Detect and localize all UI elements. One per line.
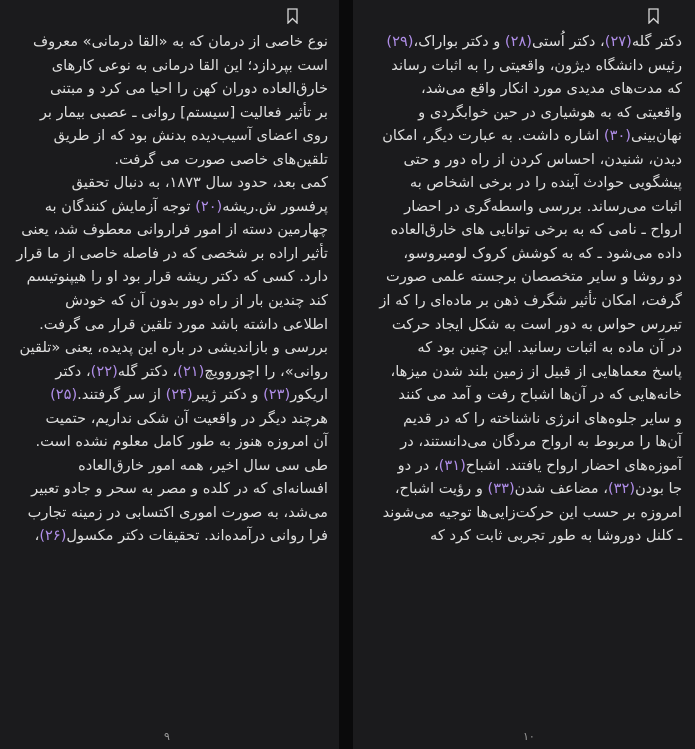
text-line xyxy=(358,501,682,525)
text-segment: دیدن، شنیدن، احساس کردن از راه دور و حتی xyxy=(403,150,682,168)
text-segment: اطلاعی داشته باشد مورد تلقین قرار می گرفت. xyxy=(39,315,328,333)
text-line xyxy=(12,265,328,289)
text-line xyxy=(12,54,328,78)
text-segment: در آن ماده به اثبات رسانید. این چنین بود که xyxy=(417,339,682,357)
text-segment: می‌شد، به صورت اموری اکتسابی در زمینه تجارب xyxy=(27,503,328,521)
text-line xyxy=(12,30,328,54)
text-line xyxy=(12,501,328,525)
footnote-reference-link[interactable]: (۳۲) xyxy=(607,480,636,498)
text-segment: خانه‌هایی که در آن‌ها اشباح رفت و آمد می کنند xyxy=(398,386,682,404)
text-line xyxy=(358,101,682,125)
footnote-reference-link[interactable]: (۲۵) xyxy=(50,386,78,404)
text-line xyxy=(12,524,328,548)
footnote-reference-link[interactable]: (۲۳) xyxy=(263,386,291,404)
text-segment: اشاره داشت. به عبارت دیگر، امکان xyxy=(382,127,604,145)
right-page-text xyxy=(358,30,682,548)
text-line xyxy=(358,336,682,360)
text-segment: تیررس حواس به دور است به شکل ایجاد حرکت xyxy=(391,315,682,333)
text-line xyxy=(358,265,682,289)
footnote-reference-link[interactable]: (۲۰) xyxy=(195,197,223,215)
text-line xyxy=(358,30,682,54)
text-line xyxy=(358,124,682,148)
text-segment: نوع خاصی از درمان که به «القا درمانی» معروف xyxy=(32,33,328,50)
text-segment: و رؤیت اشباح، xyxy=(394,480,488,498)
text-line xyxy=(12,313,328,337)
text-line xyxy=(12,77,328,101)
footnote-reference-link[interactable]: (۳۳) xyxy=(487,480,515,498)
text-segment: که مدت‌های مدیدی مورد انکار واقع می‌شد، xyxy=(420,80,682,98)
text-line xyxy=(358,477,682,501)
left-page-number: ۹ xyxy=(164,730,170,743)
text-segment: ، دکتر گله xyxy=(117,362,178,380)
text-line xyxy=(358,407,682,431)
text-line xyxy=(358,383,682,407)
text-segment: ، دکتر اُستی xyxy=(532,33,605,50)
text-line xyxy=(12,289,328,313)
text-segment: کمی بعد، حدود سال ۱۸۷۳، به دنبال تحقیق xyxy=(71,174,328,192)
text-line xyxy=(12,218,328,242)
text-segment: فرا روانی درآمده‌اند. تحقیقات دکتر مکسول xyxy=(66,527,328,545)
text-line xyxy=(12,430,328,454)
text-segment: آن امروزه هنوز به طور کامل معلوم نشده است. xyxy=(35,433,328,451)
text-segment: کند چندین بار از راه دور بدون آن که خودش xyxy=(65,292,328,310)
footnote-reference-link[interactable]: (۳۱) xyxy=(438,456,466,474)
text-segment: پرفسور ش.ریشه xyxy=(222,197,328,215)
text-segment: ، دکتر xyxy=(55,362,91,380)
text-segment: ، در دو xyxy=(397,456,439,474)
footnote-reference-link[interactable]: (۲۱) xyxy=(177,362,205,380)
text-line xyxy=(12,454,328,478)
text-line xyxy=(358,77,682,101)
text-line xyxy=(12,195,328,219)
text-segment: و سایر جلوه‌های انرژی ناشناخته را که در قدیم xyxy=(403,409,682,427)
text-line xyxy=(12,124,328,148)
text-segment: دو روشا و سایر متخصصان برجسته علمی صورت xyxy=(386,268,682,286)
text-segment: پیشگویی حوادث آینده را در برخی اشخاص به xyxy=(409,174,682,192)
text-line xyxy=(358,148,682,172)
bookmark-outline-icon[interactable] xyxy=(648,8,659,24)
text-line xyxy=(12,477,328,501)
footnote-reference-link[interactable]: (۲۴) xyxy=(165,386,193,404)
text-line xyxy=(358,360,682,384)
text-line xyxy=(12,101,328,125)
text-segment: پاسخ معماهایی از قبیل از زمین بلند شدن میزها، xyxy=(390,362,682,380)
left-page-text xyxy=(12,30,328,548)
text-segment: روی اعضای آسیب‌دیده بدنش بود که از طریق xyxy=(53,127,328,145)
text-segment: خارق‌العاده دوران کهن را احیا می کرد و مبتنی xyxy=(50,80,328,98)
text-segment: بر تأثیر فعالیت [سیستم] روانی ـ عصبی بیمار بر xyxy=(39,103,328,121)
text-segment: اثبات می‌رساند. بررسی واسطه‌گری در احضار xyxy=(404,197,682,215)
text-line xyxy=(12,383,328,407)
text-segment: آموزه‌های احضار ارواح یافتند. اشباح xyxy=(465,456,682,474)
bookmark-outline-icon[interactable] xyxy=(287,8,298,24)
text-segment: امروزه بر حسب این حرکت‌زایی‌ها توجیه می‌شوند xyxy=(382,503,682,521)
text-segment: بررسی و بازاندیشی در باره این پدیده، یعنی «تلقین xyxy=(19,339,328,357)
text-segment: گرفت، امکان تأثیر شگرف ذهن بر ماده‌ای را که از xyxy=(379,292,682,310)
text-segment: ـ کلنل دوروشا به طور تجربی ثابت کرد که xyxy=(430,527,682,545)
right-page-number: ۱۰ xyxy=(523,730,535,743)
footnote-reference-link[interactable]: (۳۰) xyxy=(603,127,631,145)
text-line xyxy=(12,336,328,360)
text-segment: نهان‌بینی xyxy=(631,127,682,145)
text-segment: چهارمین دسته از امور فراروانی معطوف شد، یعنی xyxy=(21,221,328,239)
text-segment: جا بودن xyxy=(635,480,682,498)
text-segment: دکتر گله xyxy=(631,33,682,50)
text-segment: داده می‌شود ـ که به کوشش کروک لومبروسو، xyxy=(403,244,682,262)
text-line xyxy=(12,171,328,195)
text-segment: است بپردازد؛ این القا درمانی به نوعی کارهای xyxy=(51,56,328,74)
text-segment: توجه آزمایش کنندگان به xyxy=(44,197,196,215)
right-page xyxy=(353,0,695,749)
text-segment: ، مضاعف شدن xyxy=(514,480,608,498)
footnote-reference-link[interactable]: (۲۶) xyxy=(39,527,67,545)
text-segment: و دکتر ژیبر xyxy=(192,386,264,404)
text-segment: رئیس دانشگاه دیژون، واقعیتی را به اثبات رساند xyxy=(391,56,682,74)
text-line xyxy=(358,171,682,195)
text-segment: اریکور xyxy=(290,386,328,404)
text-line xyxy=(358,54,682,78)
footnote-reference-link[interactable]: (۲۷) xyxy=(604,33,632,50)
footnote-reference-link[interactable]: (۲۲) xyxy=(90,362,118,380)
text-line xyxy=(358,430,682,454)
text-line xyxy=(358,313,682,337)
footnote-reference-link[interactable]: (۲۹) xyxy=(386,33,414,50)
text-line xyxy=(12,407,328,431)
text-line xyxy=(358,524,682,548)
text-segment: واقعیتی که به هوشیاری در حین خوابگردی و xyxy=(418,103,682,121)
text-segment: آن‌ها را مربوط به ارواح مردگان می‌دانستند، در xyxy=(400,433,682,451)
text-line xyxy=(12,242,328,266)
text-line xyxy=(358,242,682,266)
left-page xyxy=(0,0,339,749)
text-line xyxy=(12,360,328,384)
text-segment: تلقین‌های خاصی صورت می گرفت. xyxy=(114,150,328,168)
footnote-reference-link[interactable]: (۲۸) xyxy=(504,33,532,50)
text-line xyxy=(358,289,682,313)
text-line xyxy=(358,218,682,242)
text-segment: و دکتر بواراک، xyxy=(413,33,505,50)
text-segment: افسانه‌ای که در کلده و مصر به سحر و جادو تعبیر xyxy=(31,480,328,498)
text-segment: تأثیر اراده بر شخصی که در فاصله خاصی از ما قرار xyxy=(16,244,328,262)
text-segment: ، xyxy=(34,527,40,545)
text-segment: هرچند دیگر در واقعیت آن شکی نداریم، حتمیت xyxy=(45,409,328,427)
text-segment: روانی»، را اچوروویچ xyxy=(204,362,328,380)
text-line xyxy=(358,195,682,219)
text-segment: از سر گرفتند. xyxy=(77,386,166,404)
text-segment: طی سی سال اخیر، همه امور خارق‌العاده xyxy=(78,456,328,474)
text-line xyxy=(12,148,328,172)
text-segment: ارواح ـ نامی که به برخی توانایی های خارق‌العاده xyxy=(390,221,682,239)
text-segment: دارد. کسی که دکتر ریشه قرار بود او را هیپنوتیسم xyxy=(26,268,328,286)
text-line xyxy=(358,454,682,478)
